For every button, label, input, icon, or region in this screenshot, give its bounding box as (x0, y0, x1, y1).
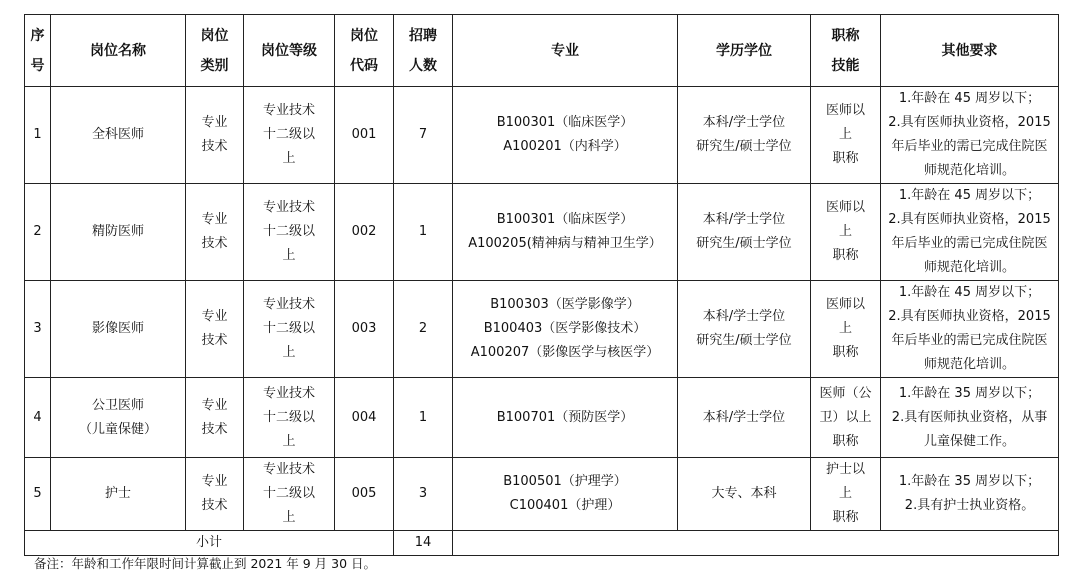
cell-count: 7 (394, 87, 453, 184)
text-line: 上 (282, 433, 296, 449)
text-line: 岗位 (350, 27, 378, 44)
text-line: 十二级以 (262, 321, 315, 336)
text-line: 医师以 (825, 200, 865, 215)
text-line: 护士以 (825, 462, 865, 477)
cell-count: 1 (394, 378, 453, 458)
text-line: 专业 (201, 115, 228, 130)
header-code (335, 15, 394, 87)
text-line: 上 (282, 248, 296, 263)
subtotal-row (25, 531, 1059, 556)
text-line: 职称 (832, 151, 859, 166)
cell-seq: 3 (25, 281, 51, 378)
cell-major (453, 281, 678, 378)
text-line: 代码 (350, 57, 378, 74)
cell-position-name (51, 378, 186, 458)
text-line: 上 (838, 486, 852, 501)
text-line: 十二级以 (262, 224, 315, 239)
cell-other-requirements (881, 458, 1059, 531)
cell-title (811, 281, 881, 378)
text-line: B100501（护理学） (503, 474, 627, 489)
text-line: 类别 (200, 57, 229, 74)
cell-grade (244, 281, 335, 378)
cell-other-requirements (881, 281, 1059, 378)
text-line: 职称 (832, 433, 859, 449)
cell-seq: 2 (25, 184, 51, 281)
subtotal-value: 14 (394, 531, 453, 556)
text-line: 技术 (201, 421, 228, 437)
header-row (25, 15, 1059, 87)
text-line: 专业技术 (262, 200, 315, 215)
cell-degree (678, 281, 811, 378)
text-line: 专业技术 (262, 385, 315, 401)
text-line: 技能 (831, 57, 860, 74)
text-line: 本科/学士学位 (702, 309, 786, 324)
text-line: 上 (838, 321, 852, 336)
text-line: A100207（影像医学与核医学） (470, 345, 660, 360)
text-line: 职称 (832, 345, 859, 360)
text-line: 专业 (201, 397, 228, 413)
header-category (186, 15, 244, 87)
text-line: 技术 (201, 236, 228, 251)
text-line: 2.具有护士执业资格。 (904, 498, 1035, 513)
text-line: 1.年龄在 45 周岁以下； (898, 91, 1041, 106)
cell-category (186, 458, 244, 531)
cell-title (811, 458, 881, 531)
cell-position-name (51, 458, 186, 531)
text-line: 上 (838, 224, 852, 239)
text-line: 儿童保健工作。 (923, 433, 1015, 449)
cell-major (453, 378, 678, 458)
cell-position-name (51, 281, 186, 378)
header-count (394, 15, 453, 87)
text-line: （儿童保健） (78, 421, 157, 437)
cell-major (453, 87, 678, 184)
footnote: 备注：年龄和工作年限时间计算截止到 2021 年 9 月 30 日。 (34, 556, 377, 571)
text-line: 医师（公 (819, 385, 872, 401)
text-line: B100701（预防医学） (496, 409, 634, 425)
cell-seq: 5 (25, 458, 51, 531)
text-line: 本科/学士学位 (702, 212, 786, 227)
header-seq (25, 15, 51, 87)
text-line: 上 (282, 151, 296, 166)
text-line: C100401（护理） (509, 498, 621, 513)
text-line: 2.具有医师执业资格，2015 (888, 115, 1051, 130)
cell-grade (244, 378, 335, 458)
text-line: 研究生/硕士学位 (696, 236, 792, 251)
text-line: 2.具有医师执业资格，2015 (888, 212, 1051, 227)
recruitment-table (24, 14, 1059, 556)
subtotal-empty (453, 531, 1059, 556)
cell-seq: 4 (25, 378, 51, 458)
cell-other-requirements (881, 378, 1059, 458)
cell-code: 004 (335, 378, 394, 458)
text-line: 年后毕业的需已完成住院医 (891, 333, 1048, 348)
text-line: 十二级以 (262, 127, 315, 142)
text-line: B100403（医学影像技术） (483, 321, 647, 336)
text-line: 师规范化培训。 (923, 357, 1015, 372)
header-grade: 岗位等级 (244, 15, 335, 87)
cell-code: 002 (335, 184, 394, 281)
text-line: 十二级以 (262, 486, 315, 501)
cell-count: 1 (394, 184, 453, 281)
text-line: 专业技术 (262, 297, 315, 312)
text-line: 技术 (201, 139, 228, 154)
header-name: 岗位名称 (51, 15, 186, 87)
cell-degree (678, 184, 811, 281)
header-other: 其他要求 (881, 15, 1059, 87)
table-row (25, 378, 1059, 458)
cell-category (186, 87, 244, 184)
text-line: 序 (30, 27, 45, 44)
cell-position-name (51, 184, 186, 281)
text-line: 护士 (104, 486, 131, 501)
cell-count: 2 (394, 281, 453, 378)
text-line: 1.年龄在 35 周岁以下； (898, 385, 1041, 401)
text-line: 本科/学士学位 (702, 409, 786, 425)
text-line: 岗位 (200, 27, 229, 44)
text-line: 上 (282, 345, 296, 360)
cell-major (453, 184, 678, 281)
text-line: B100301（临床医学） (496, 212, 634, 227)
text-line: 技术 (201, 333, 228, 348)
cell-other-requirements (881, 184, 1059, 281)
cell-other-requirements (881, 87, 1059, 184)
text-line: 年后毕业的需已完成住院医 (891, 236, 1048, 251)
text-line: 十二级以 (262, 409, 315, 425)
header-major: 专业 (453, 15, 678, 87)
text-line: 卫）以上 (819, 409, 872, 425)
text-line: 职称 (832, 248, 859, 263)
text-line: 上 (838, 127, 852, 142)
cell-degree (678, 458, 811, 531)
text-line: 职称 (832, 510, 859, 525)
cell-major (453, 458, 678, 531)
text-line: 公卫医师 (91, 397, 144, 413)
table-row (25, 87, 1059, 184)
table-row (25, 458, 1059, 531)
text-line: 号 (30, 57, 45, 74)
text-line: 职称 (831, 27, 860, 44)
cell-count: 3 (394, 458, 453, 531)
text-line: 全科医师 (91, 127, 144, 142)
cell-code: 001 (335, 87, 394, 184)
header-title (811, 15, 881, 87)
text-line: 专业 (201, 212, 228, 227)
text-line: B100301（临床医学） (496, 115, 634, 130)
text-line: 年后毕业的需已完成住院医 (891, 139, 1048, 154)
text-line: 精防医师 (91, 224, 144, 239)
text-line: 人数 (409, 57, 437, 74)
text-line: 医师以 (825, 297, 865, 312)
table-row (25, 281, 1059, 378)
text-line: 研究生/硕士学位 (696, 139, 792, 154)
text-line: 医师以 (825, 103, 865, 118)
cell-degree (678, 378, 811, 458)
text-line: 影像医师 (91, 321, 144, 336)
table-row (25, 184, 1059, 281)
text-line: 招聘 (409, 27, 437, 44)
text-line: 专业 (201, 309, 228, 324)
cell-category (186, 281, 244, 378)
text-line: 上 (282, 510, 296, 525)
text-line: 专业 (201, 474, 228, 489)
cell-title (811, 87, 881, 184)
text-line: 2.具有医师执业资格，2015 (888, 309, 1051, 324)
cell-grade (244, 458, 335, 531)
text-line: 师规范化培训。 (923, 163, 1015, 178)
cell-code: 005 (335, 458, 394, 531)
text-line: 1.年龄在 35 周岁以下； (898, 474, 1041, 489)
text-line: 本科/学士学位 (702, 115, 786, 130)
cell-seq: 1 (25, 87, 51, 184)
cell-title (811, 184, 881, 281)
text-line: 师规范化培训。 (923, 260, 1015, 275)
cell-degree (678, 87, 811, 184)
text-line: A100201（内科学） (503, 139, 627, 154)
text-line: 大专、本科 (711, 486, 777, 501)
text-line: 1.年龄在 45 周岁以下； (898, 188, 1041, 203)
subtotal-label: 小计 (25, 531, 394, 556)
cell-grade (244, 87, 335, 184)
text-line: 1.年龄在 45 周岁以下； (898, 285, 1041, 300)
text-line: 2.具有医师执业资格，从事 (891, 409, 1048, 425)
cell-code: 003 (335, 281, 394, 378)
text-line: 专业技术 (262, 103, 315, 118)
cell-grade (244, 184, 335, 281)
text-line: B100303（医学影像学） (490, 297, 640, 312)
cell-title (811, 378, 881, 458)
text-line: 专业技术 (262, 462, 315, 477)
text-line: A100205(精神病与精神卫生学） (468, 236, 662, 251)
text-line: 技术 (201, 498, 228, 513)
cell-position-name (51, 87, 186, 184)
table-body (25, 87, 1059, 556)
header-degree: 学历学位 (678, 15, 811, 87)
cell-category (186, 184, 244, 281)
text-line: 研究生/硕士学位 (696, 333, 792, 348)
cell-category (186, 378, 244, 458)
